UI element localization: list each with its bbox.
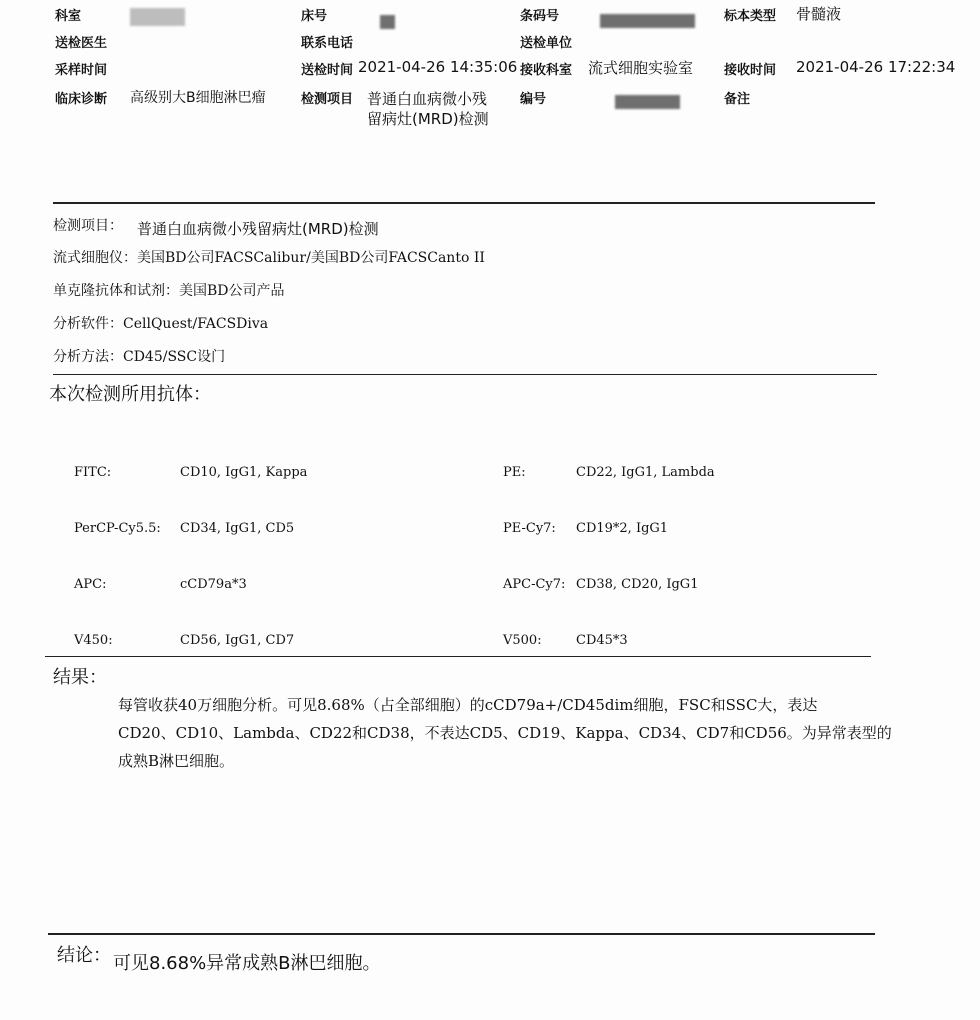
receive-time-label: 接收时间 bbox=[724, 63, 777, 78]
submit-time-label: 送检时间 bbox=[301, 63, 354, 78]
antibody-markers: CD45*3 bbox=[576, 633, 628, 648]
dept-label: 科室 bbox=[55, 9, 82, 24]
antibody-channel: V450: bbox=[74, 633, 113, 648]
phone-label: 联系电话 bbox=[301, 36, 354, 51]
antibody-channel: V500: bbox=[503, 633, 542, 648]
antibody-markers: CD19*2, IgG1 bbox=[576, 521, 669, 536]
antibody-markers: CD38, CD20, IgG1 bbox=[576, 577, 699, 592]
remark-label: 备注 bbox=[724, 92, 751, 107]
antibody-channel: FITC: bbox=[74, 465, 112, 480]
info-item-label: 检测项目： bbox=[53, 218, 123, 234]
antibody-markers: cCD79a*3 bbox=[180, 577, 247, 592]
divider-top bbox=[53, 202, 875, 204]
info-method: 分析方法：CD45/SSC设门 bbox=[53, 349, 226, 365]
test-item-value-line2: 留病灶(MRD)检测 bbox=[367, 110, 489, 128]
receive-dept-value: 流式细胞实验室 bbox=[588, 59, 694, 77]
antibodies-title: 本次检测所用抗体： bbox=[49, 384, 211, 405]
antibody-channel: PerCP-Cy5.5: bbox=[74, 521, 161, 536]
redacted-bed bbox=[380, 15, 395, 29]
result-title: 结果： bbox=[53, 667, 107, 688]
redacted-number bbox=[615, 95, 680, 109]
test-item-label: 检测项目 bbox=[301, 92, 354, 107]
unit-label: 送检单位 bbox=[520, 36, 573, 51]
bed-label: 床号 bbox=[301, 9, 328, 24]
antibody-markers: CD34, IgG1, CD5 bbox=[180, 521, 295, 536]
divider-info bbox=[53, 374, 877, 375]
conclusion-label: 结论： bbox=[57, 945, 111, 966]
specimen-type-label: 标本类型 bbox=[724, 9, 777, 24]
diagnosis-value: 高级别大B细胞淋巴瘤 bbox=[130, 90, 266, 106]
conclusion-text: 可见8.68%异常成熟B淋巴细胞。 bbox=[113, 953, 381, 974]
sampling-time-label: 采样时间 bbox=[55, 63, 108, 78]
submit-time-value: 2021-04-26 14:35:06 bbox=[358, 58, 518, 76]
antibody-channel: APC-Cy7: bbox=[503, 577, 566, 592]
doctor-label: 送检医生 bbox=[55, 36, 108, 51]
info-software: 分析软件：CellQuest/FACSDiva bbox=[53, 316, 269, 332]
antibody-channel: APC: bbox=[74, 577, 107, 592]
antibody-markers: CD56, IgG1, CD7 bbox=[180, 633, 295, 648]
result-line: CD20、CD10、Lambda、CD22和CD38，不表达CD5、CD19、Kappa、CD34、CD7和CD56。为异常表型的 bbox=[118, 724, 892, 742]
antibody-channel: PE-Cy7: bbox=[503, 521, 556, 536]
info-item-value: 普通白血病微小残留病灶(MRD)检测 bbox=[137, 220, 379, 238]
divider-conclusion bbox=[48, 933, 875, 935]
specimen-type-value: 骨髓液 bbox=[796, 5, 842, 23]
info-cytometer: 流式细胞仪：美国BD公司FACSCalibur/美国BD公司FACSCanto II bbox=[53, 250, 485, 266]
divider-antibodies bbox=[45, 656, 871, 657]
redacted-dept bbox=[130, 8, 185, 26]
barcode-label: 条码号 bbox=[520, 9, 560, 24]
diagnosis-label: 临床诊断 bbox=[55, 92, 108, 107]
number-label: 编号 bbox=[520, 92, 547, 107]
test-item-value-line1: 普通白血病微小残 bbox=[367, 90, 488, 108]
result-line: 每管收获40万细胞分析。可见8.68%（占全部细胞）的cCD79a+/CD45dim细胞，FSC和SSC大，表达 bbox=[118, 696, 818, 714]
antibody-markers: CD10, IgG1, Kappa bbox=[180, 465, 308, 480]
receive-dept-label: 接收科室 bbox=[520, 63, 573, 78]
antibody-channel: PE: bbox=[503, 465, 526, 480]
receive-time-value: 2021-04-26 17:22:34 bbox=[796, 58, 956, 76]
antibody-markers: CD22, IgG1, Lambda bbox=[576, 465, 715, 480]
info-reagents: 单克隆抗体和试剂：美国BD公司产品 bbox=[53, 283, 285, 299]
result-line: 成熟B淋巴细胞。 bbox=[118, 752, 235, 770]
redacted-barcode bbox=[600, 14, 695, 28]
